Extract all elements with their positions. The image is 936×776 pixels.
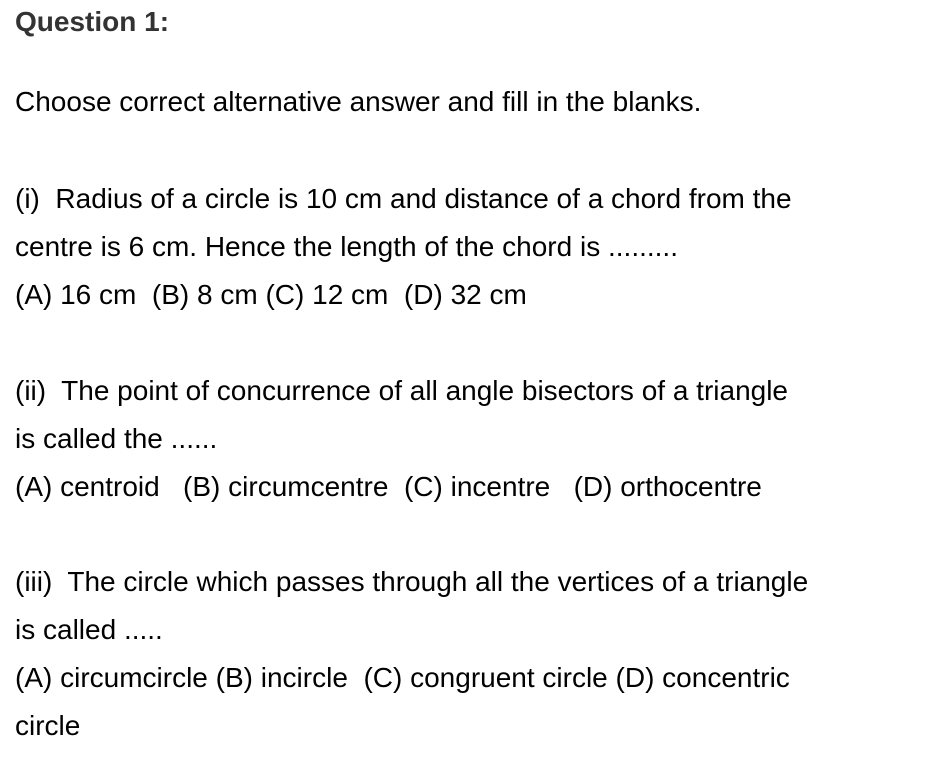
instruction-text: Choose correct alternative answer and fill in the blanks. — [15, 86, 702, 117]
answer-options: (A) 16 cm (B) 8 cm (C) 12 cm (D) 32 cm — [15, 279, 527, 310]
question-heading: Question 1: — [15, 6, 170, 37]
question-text-line: (iii) The circle which passes through all the vertices of a triangle — [15, 566, 809, 597]
question-text-line: is called ..... — [15, 614, 163, 645]
answer-options: (A) centroid (B) circumcentre (C) incentre (D) orthocentre — [15, 471, 762, 502]
question-item-i — [15, 175, 927, 319]
question-item-ii — [15, 367, 927, 511]
question-item-iii — [15, 558, 927, 750]
question-text-line: (ii) The point of concurrence of all angle bisectors of a triangle — [15, 375, 789, 406]
question-text-line: is called the ...... — [15, 423, 218, 454]
answer-options: (A) circumcircle (B) incircle (C) congruent circle (D) concentric — [15, 662, 790, 693]
question-text-line: (i) Radius of a circle is 10 cm and distance of a chord from the — [15, 183, 792, 214]
question-text-line: centre is 6 cm. Hence the length of the chord is ......... — [15, 231, 678, 262]
answer-options-continued: circle — [15, 710, 81, 741]
